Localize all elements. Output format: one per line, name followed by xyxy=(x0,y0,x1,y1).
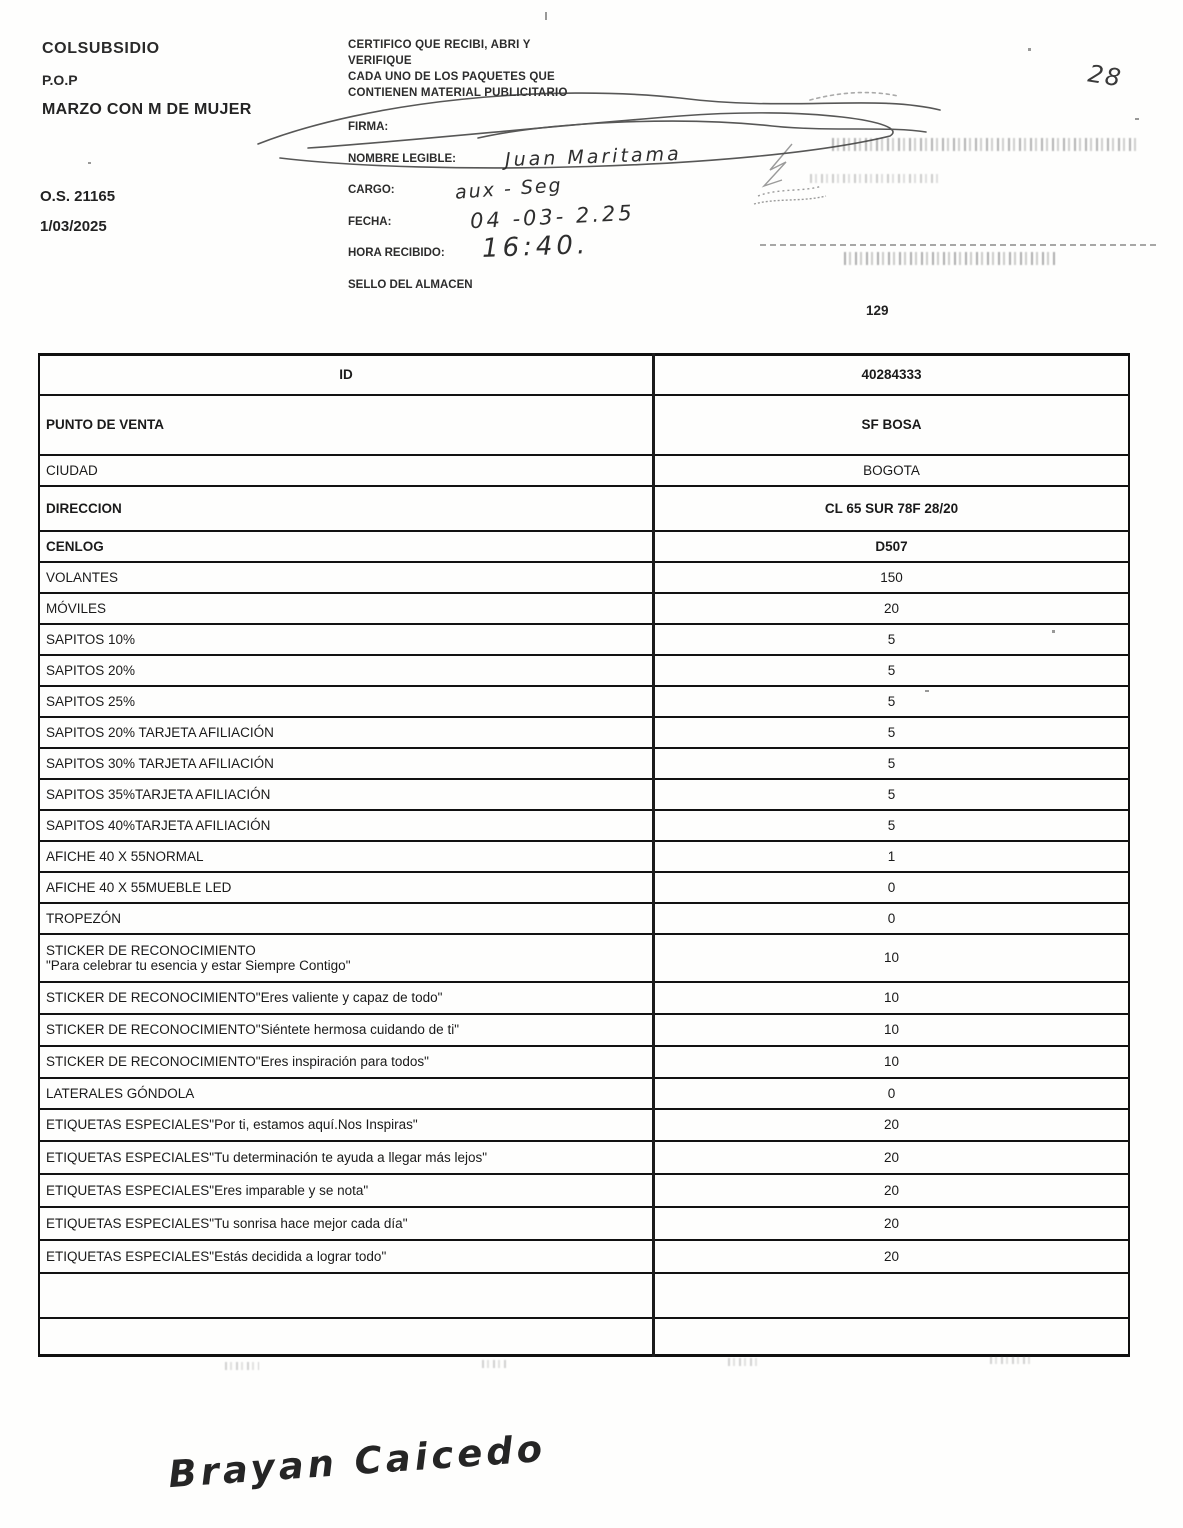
row-label-cell: CENLOG xyxy=(46,538,104,554)
row-label-line: STICKER DE RECONOCIMIENTO xyxy=(46,942,256,958)
scan-smudge xyxy=(990,1356,1034,1364)
row-label-cell xyxy=(39,1273,654,1318)
certification-line: CERTIFICO QUE RECIBI, ABRI Y xyxy=(348,39,531,51)
scan-speckle xyxy=(1052,630,1055,633)
field-label-firma: FIRMA: xyxy=(348,121,389,133)
company-name: COLSUBSIDIO xyxy=(42,40,160,57)
scan-speckle xyxy=(1135,118,1139,120)
printed-page-number: 129 xyxy=(866,303,889,318)
row-label-cell: SAPITOS 30% TARJETA AFILIACIÓN xyxy=(46,755,274,771)
row-label-subline: "Para celebrar tu esencia y estar Siempre Contigo" xyxy=(46,957,351,973)
row-label-cell: AFICHE 40 X 55MUEBLE LED xyxy=(46,879,232,895)
certification-line: CONTIENEN MATERIAL PUBLICITARIO xyxy=(348,87,568,99)
row-label-cell: ETIQUETAS ESPECIALES"Por ti, estamos aquí.Nos Inspiras" xyxy=(46,1117,418,1132)
row-value-cell: 0 xyxy=(654,872,1130,903)
row-label-cell: DIRECCION xyxy=(46,500,122,516)
certification-line: VERIFIQUE xyxy=(348,55,412,67)
row-label-cell xyxy=(39,1318,654,1356)
row-label-cell: ETIQUETAS ESPECIALES"Tu determinación te ayuda a llegar más lejos" xyxy=(46,1149,488,1165)
header-left-block xyxy=(42,40,252,119)
field-label-nombre-legible: NOMBRE LEGIBLE: xyxy=(348,152,456,165)
row-value-cell: 1 xyxy=(654,841,1130,872)
table-row xyxy=(39,1014,1129,1046)
certification-line: CADA UNO DE LOS PAQUETES QUE xyxy=(348,71,555,83)
stamp-smudge-text xyxy=(810,174,940,183)
row-label-cell: VOLANTES xyxy=(46,569,119,585)
scan-smudge xyxy=(225,1362,259,1370)
row-value-cell: 10 xyxy=(654,1046,1130,1078)
scan-speckle xyxy=(545,12,547,20)
table-row xyxy=(39,455,1129,486)
row-value-cell: 10 xyxy=(654,934,1130,982)
row-label-cell: PUNTO DE VENTA xyxy=(46,417,165,432)
scan-smudge xyxy=(482,1360,508,1368)
row-value-cell xyxy=(654,1318,1130,1356)
row-label-cell: SAPITOS 35%TARJETA AFILIACIÓN xyxy=(46,786,271,802)
row-value-cell: 0 xyxy=(654,1078,1130,1109)
table-row xyxy=(39,1078,1129,1109)
row-label-cell: ETIQUETAS ESPECIALES"Eres imparable y se nota" xyxy=(46,1182,369,1198)
row-value-cell: 150 xyxy=(654,562,1130,593)
row-value-cell: 20 xyxy=(654,1207,1130,1240)
row-value-cell: 5 xyxy=(654,624,1130,655)
row-label-cell: MÓVILES xyxy=(46,600,107,616)
row-value-cell: 5 xyxy=(654,686,1130,717)
row-value-cell: CL 65 SUR 78F 28/20 xyxy=(654,486,1130,531)
row-label-cell: ETIQUETAS ESPECIALES"Estás decidida a lograr todo" xyxy=(46,1248,387,1264)
table-row xyxy=(39,1318,1129,1356)
row-label-cell: SAPITOS 10% xyxy=(46,631,136,647)
stamp-smudge-text xyxy=(832,138,1140,151)
campaign-title: MARZO CON M DE MUJER xyxy=(42,101,252,118)
row-value-cell: 20 xyxy=(654,593,1130,624)
scan-speckle xyxy=(88,162,91,164)
table-row xyxy=(39,1109,1129,1141)
table-row xyxy=(39,982,1129,1014)
field-label-sello-almacen: SELLO DEL ALMACEN xyxy=(348,278,473,291)
order-date: 1/03/2025 xyxy=(40,218,107,235)
pop-material-table xyxy=(38,353,1130,1357)
table-row xyxy=(39,1273,1129,1318)
row-value-cell: 10 xyxy=(654,982,1130,1014)
row-value-cell: D507 xyxy=(654,531,1130,562)
pop-table-body xyxy=(39,355,1129,1356)
handwritten-page-number: 28 xyxy=(1086,59,1125,93)
row-label-cell: STICKER DE RECONOCIMIENTO"Siéntete hermosa cuidando de ti" xyxy=(46,1022,459,1037)
row-value-cell: 20 xyxy=(654,1109,1130,1141)
table-row xyxy=(39,872,1129,903)
table-row xyxy=(39,779,1129,810)
row-label-cell: STICKER DE RECONOCIMIENTO"Eres valiente y capaz de todo" xyxy=(46,990,443,1005)
row-value-cell: 5 xyxy=(654,810,1130,841)
table-row xyxy=(39,624,1129,655)
table-row xyxy=(39,593,1129,624)
row-label-cell: SAPITOS 20% xyxy=(46,662,136,678)
row-value-cell: 5 xyxy=(654,655,1130,686)
table-row xyxy=(39,686,1129,717)
row-label-cell: LATERALES GÓNDOLA xyxy=(46,1085,195,1101)
handwritten-fecha: 04 -03- 2.25 xyxy=(469,200,636,234)
field-label-cargo: CARGO: xyxy=(348,184,395,197)
table-row xyxy=(39,717,1129,748)
table-row xyxy=(39,1207,1129,1240)
program-name: P.O.P xyxy=(42,72,78,88)
table-row xyxy=(39,903,1129,934)
table-row xyxy=(39,1141,1129,1174)
table-row xyxy=(39,748,1129,779)
row-label-cell: CIUDAD xyxy=(46,462,98,478)
field-label-hora-recibido: HORA RECIBIDO: xyxy=(348,247,445,260)
row-value-cell: SF BOSA xyxy=(654,395,1130,455)
table-row xyxy=(39,562,1129,593)
table-row xyxy=(39,1046,1129,1078)
row-label-cell: AFICHE 40 X 55NORMAL xyxy=(46,848,204,864)
row-label-cell: SAPITOS 25% xyxy=(46,693,136,709)
row-value-cell: BOGOTA xyxy=(654,455,1130,486)
row-label-cell: SAPITOS 20% TARJETA AFILIACIÓN xyxy=(46,724,274,740)
table-row xyxy=(39,486,1129,531)
order-number: O.S. 21165 xyxy=(40,188,116,205)
table-row xyxy=(39,395,1129,455)
row-value-cell: 40284333 xyxy=(654,355,1130,395)
stamp-signature-line xyxy=(760,244,1156,246)
row-label-cell: ETIQUETAS ESPECIALES"Tu sonrisa hace mejor cada día" xyxy=(46,1215,408,1231)
table-row xyxy=(39,531,1129,562)
field-label-fecha: FECHA: xyxy=(348,215,392,228)
warehouse-stamp xyxy=(752,134,1166,266)
table-row xyxy=(39,1240,1129,1273)
row-label-cell: SAPITOS 40%TARJETA AFILIACIÓN xyxy=(46,817,271,833)
row-value-cell: 5 xyxy=(654,748,1130,779)
scan-speckle xyxy=(925,690,929,692)
table-row xyxy=(39,655,1129,686)
table-row xyxy=(39,841,1129,872)
row-value-cell: 10 xyxy=(654,1014,1130,1046)
row-label-cell: TROPEZÓN xyxy=(46,910,122,926)
handwritten-cargo: aux - Seg xyxy=(454,174,564,204)
table-row xyxy=(39,355,1129,395)
handwritten-bottom-signature: Brayan Caicedo xyxy=(166,1426,548,1497)
row-label-cell: STICKER DE RECONOCIMIENTO"Eres inspiración para todos" xyxy=(46,1054,429,1069)
row-value-cell: 0 xyxy=(654,903,1130,934)
table-row xyxy=(39,1174,1129,1207)
table-row xyxy=(39,934,1129,982)
row-label-cell xyxy=(39,934,654,982)
row-value-cell: 20 xyxy=(654,1240,1130,1273)
row-value-cell: 20 xyxy=(654,1174,1130,1207)
handwritten-nombre: Juan Maritama xyxy=(504,142,683,172)
row-value-cell: 5 xyxy=(654,779,1130,810)
row-label-cell: ID xyxy=(339,367,353,383)
row-value-cell: 20 xyxy=(654,1141,1130,1174)
scan-speckle xyxy=(1028,48,1031,51)
row-value-cell xyxy=(654,1273,1130,1318)
scan-smudge xyxy=(728,1358,758,1366)
row-value-cell: 5 xyxy=(654,717,1130,748)
table-row xyxy=(39,810,1129,841)
stamp-smudge-text xyxy=(844,252,1056,265)
handwritten-hora: 16:40. xyxy=(481,230,590,264)
order-info-block xyxy=(40,182,115,242)
